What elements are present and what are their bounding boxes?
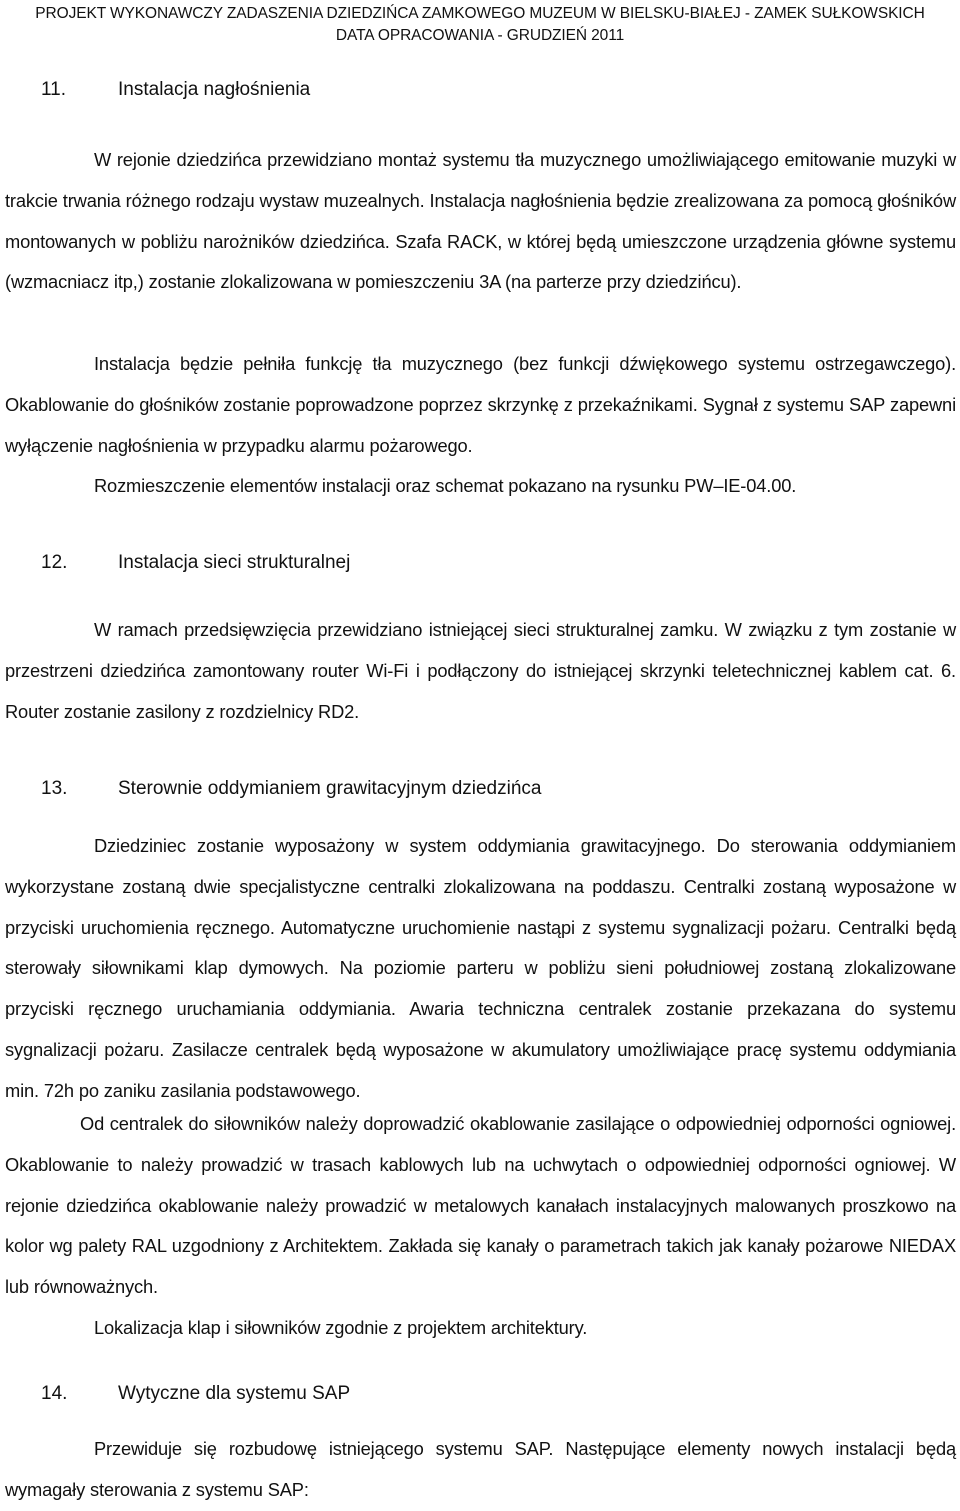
paragraph: Lokalizacja klap i siłowników zgodnie z projektem architektury. [94, 1317, 588, 1338]
paragraph: Dziedziniec zostanie wyposażony w system oddymiania grawitacyjnego. Do sterowania oddymianiem wykorzystane zostaną dwie specjalistyczne centralki zlokalizowana na poddaszu. Centralki zostaną wyposażone w przyciski uruchomienia ręcznego. Automatyczne uruchomienie nastąpi z systemu sygnalizacji pożaru. Centralki będą sterowały siłownikami klap dymowych. Na poziomie parteru w pobliżu sieni południowej zostaną zlokalizowane przyciski ręcznego uruchamiania oddymiania. Awaria techniczna centralek zostanie przekazana do systemu sygnalizacji pożaru. Zasilacze centralek będą wyposażone w akumulatory umożliwiające pracę systemu oddymiania min. 72h po zaniku zasilania podstawowego. [5, 835, 956, 1101]
section-heading-14 [41, 1381, 350, 1407]
page-header [0, 3, 960, 47]
section-number: 12. [41, 552, 68, 573]
section-number: 13. [41, 778, 68, 799]
section-heading-13 [41, 776, 541, 802]
paragraph: W rejonie dziedzińca przewidziano montaż systemu tła muzycznego umożliwiającego emitowanie muzyki w trakcie trwania różnego rodzaju wystaw muzealnych. Instalacja nagłośnienia będzie zrealizowana za pomocą głośników montowanych w pobliżu narożników dziedzińca. Szafa RACK, w której będą umieszczone urządzenia główne systemu (wzmacniacz itp,) zostanie zlokalizowana w pomieszczeniu 3A (na parterze przy dziedzińcu). [5, 149, 956, 293]
section-heading-12 [41, 550, 350, 576]
paragraph: Rozmieszczenie elementów instalacji oraz schemat pokazano na rysunku PW–IE-04.00. [94, 475, 797, 496]
section-title: Instalacja sieci strukturalnej [118, 552, 351, 573]
paragraph: Od centralek do siłowników należy doprowadzić okablowanie zasilające o odpowiedniej odporności ogniowej. Okablowanie to należy prowadzić w trasach kablowych lub na uchwytach o odpowiedniej odporności ogniowej. W rejonie dziedzińca okablowanie należy prowadzić w metalowych kanałach instalacyjnych malowanych proszkowo na kolor wg palety RAL uzgodniony z Architektem. Zakłada się kanały o parametrach takich jak kanały pożarowe NIEDAX lub równoważnych. [5, 1113, 956, 1298]
section-number: 14. [41, 1383, 68, 1404]
paragraph: Instalacja będzie pełniła funkcję tła muzycznego (bez funkcji dźwiękowego systemu ostrzegawczego). Okablowanie do głośników zostanie poprowadzone poprzez skrzynkę z przekaźnikami. Sygnał z systemu SAP zapewni wyłączenie nagłośnienia w przypadku alarmu pożarowego. [5, 353, 956, 456]
section-title: Sterownie oddymianiem grawitacyjnym dziedzińca [118, 778, 542, 799]
section-title: Wytyczne dla systemu SAP [118, 1383, 351, 1404]
header-project-title: PROJEKT WYKONAWCZY ZADASZENIA DZIEDZIŃCA ZAMKOWEGO MUZEUM W BIELSKU-BIAŁEJ - ZAMEK SUŁKOWSKICH [35, 5, 925, 22]
header-date: DATA OPRACOWANIA - GRUDZIEŃ 2011 [335, 27, 625, 44]
section-heading-11 [41, 77, 310, 103]
section-number: 11. [41, 79, 67, 100]
paragraph: W ramach przedsięwzięcia przewidziano istniejącej sieci strukturalnej zamku. W związku z tym zostanie w przestrzeni dziedzińca zamontowany router Wi-Fi i podłączony do istniejącej skrzynki teletechnicznej kablem cat. 6. Router zostanie zasilony z rozdzielnicy RD2. [5, 619, 956, 722]
paragraph: Przewiduje się rozbudowę istniejącego systemu SAP. Następujące elementy nowych instalacji będą wymagały sterowania z systemu SAP: [5, 1438, 956, 1500]
section-title: Instalacja nagłośnienia [118, 79, 311, 100]
